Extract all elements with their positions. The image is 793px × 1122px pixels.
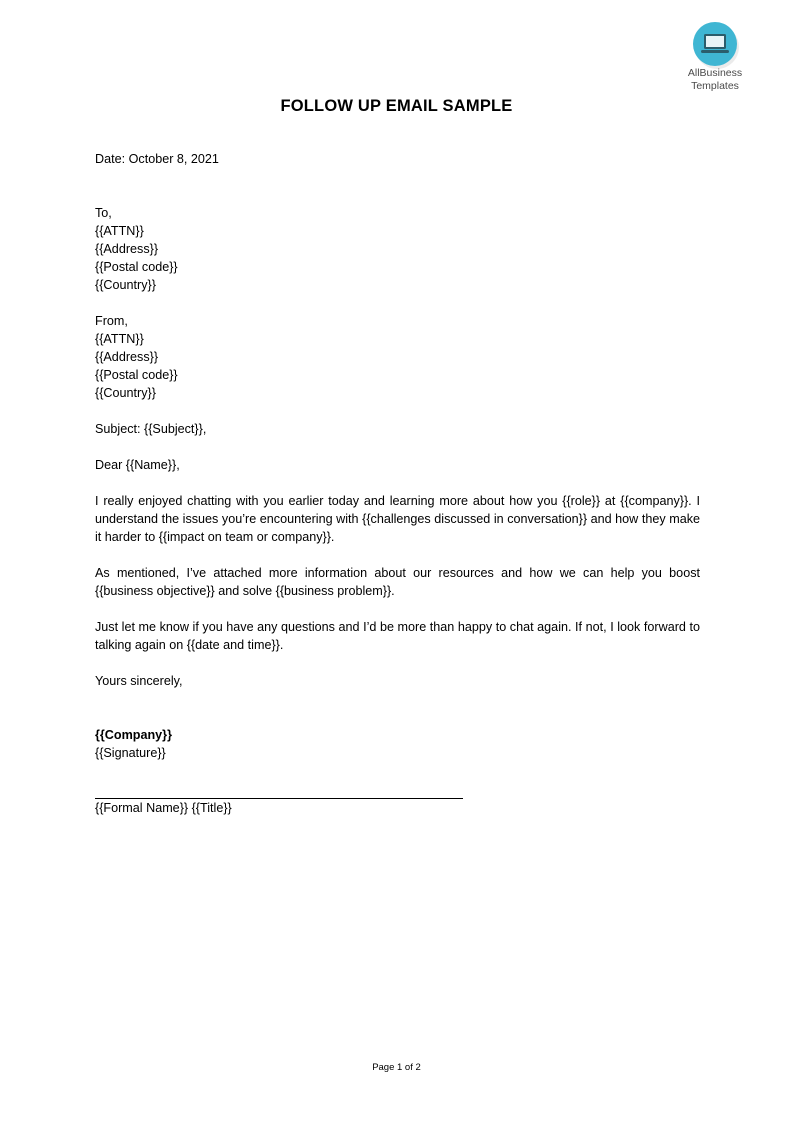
to-country: {{Country}} [95,278,156,292]
salutation: Dear {{Name}}, [95,458,180,472]
signature: {{Signature}} [95,746,166,760]
logo-text-line1: AllBusiness [687,67,743,79]
to-attn: {{ATTN}} [95,224,144,238]
closing: Yours sincerely, [95,674,183,688]
to-address: {{Address}} [95,242,159,256]
from-country: {{Country}} [95,386,156,400]
body-paragraph-3: Just let me know if you have any questions and I’d be more than happy to chat again. If not, I look forward to talking again on {{date and time}}. [95,620,700,652]
body-paragraph-2: As mentioned, I’ve attached more information about our resources and how we can help you boost {{business objective}} and solve {{business problem}}. [95,566,700,598]
date-line: Date: October 8, 2021 [95,152,219,166]
to-postal-code: {{Postal code}} [95,260,178,274]
document-title: FOLLOW UP EMAIL SAMPLE [280,97,513,115]
from-label: From, [95,314,128,328]
formal-name-title: {{Formal Name}} {{Title}} [95,801,232,815]
subject-line: Subject: {{Subject}}, [95,422,207,436]
letter-body [95,150,700,817]
page-number: Page 1 of 2 [372,1062,421,1073]
from-postal-code: {{Postal code}} [95,368,178,382]
body-paragraph-1: I really enjoyed chatting with you earlier today and learning more about how you {{role}} at {{company}}. I understand the issues you’re encountering with {{challenges discussed in conversation}} and how they make it harder to {{impact on team or company}}. [95,494,700,544]
to-label: To, [95,206,112,220]
logo-text-line2: Templates [691,80,739,92]
company-name: {{Company}} [95,728,172,742]
from-attn: {{ATTN}} [95,332,144,346]
laptop-icon [693,22,737,66]
company-logo [680,22,750,92]
from-address: {{Address}} [95,350,159,364]
